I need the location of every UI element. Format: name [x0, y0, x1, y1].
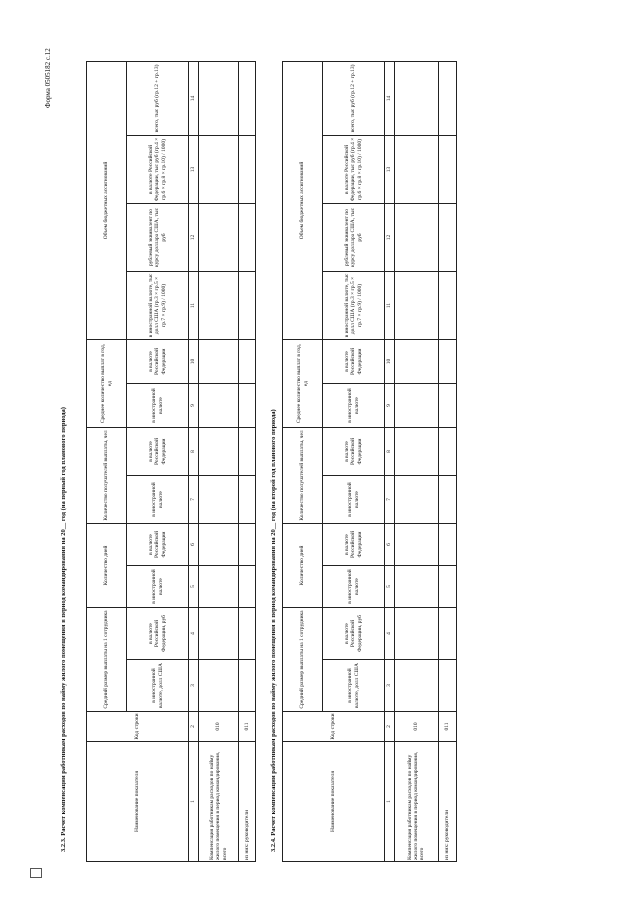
subheader-budget-foreign: в иностранной валюте, тыс долл США (гр.3 × гр.5 × гр.7 × гр.9) / 1000) — [323, 271, 385, 339]
input-cell[interactable] — [395, 608, 439, 660]
subheader-rub: в валюте Российской Федерации — [323, 427, 385, 475]
column-number: 1 — [385, 742, 395, 862]
input-cell[interactable] — [395, 135, 439, 203]
input-cell[interactable] — [395, 271, 439, 339]
table-row — [199, 61, 239, 861]
header-avg-pay: Средний размер выплаты на 1 сотрудника — [87, 608, 127, 712]
input-cell[interactable] — [438, 475, 456, 523]
column-number: 5 — [385, 566, 395, 608]
subheader-budget-foreign: в иностранной валюте, тыс долл США (гр.3 × гр.5 × гр.7 × гр.9) / 1000) — [127, 271, 189, 339]
subheader-foreign: в иностранной валюте — [127, 383, 189, 427]
input-cell[interactable] — [438, 339, 456, 383]
column-number: 5 — [189, 566, 199, 608]
input-cell[interactable] — [438, 61, 456, 135]
input-cell[interactable] — [239, 427, 256, 475]
header-days: Количество дней — [283, 523, 323, 607]
input-cell[interactable] — [239, 523, 256, 565]
subheader-rub: в валюте Российской Федерации — [127, 523, 189, 565]
form-code: Форма 0505182 с.12 — [44, 48, 52, 108]
input-cell[interactable] — [239, 566, 256, 608]
input-cell[interactable] — [199, 660, 239, 712]
subheader-budget-total: всего, тыс руб (гр.12 + гр.13) — [323, 61, 385, 135]
column-number: 7 — [189, 475, 199, 523]
header-budget: Объем бюджетных ассигнований — [87, 61, 127, 339]
input-cell[interactable] — [395, 475, 439, 523]
column-number: 9 — [385, 383, 395, 427]
column-number: 3 — [385, 660, 395, 712]
header-avg-count: Среднее количество выплат в год, ед — [87, 339, 127, 427]
column-number: 13 — [385, 135, 395, 203]
input-cell[interactable] — [395, 383, 439, 427]
column-number: 14 — [385, 61, 395, 135]
input-cell[interactable] — [199, 427, 239, 475]
input-cell[interactable] — [395, 660, 439, 712]
input-cell[interactable] — [199, 523, 239, 565]
header-avg-pay: Средний размер выплаты на 1 сотрудника — [283, 608, 323, 712]
subheader-budget-total: всего, тыс руб (гр.12 + гр.13) — [127, 61, 189, 135]
input-cell[interactable] — [438, 203, 456, 271]
column-number: 4 — [189, 608, 199, 660]
header-code: Код строки — [283, 712, 385, 742]
header-budget: Объем бюджетных ассигнований — [283, 61, 323, 339]
column-number: 11 — [189, 271, 199, 339]
input-cell[interactable] — [395, 427, 439, 475]
column-number: 1 — [189, 742, 199, 862]
subheader-rub: в валюте Российской Федерации, руб — [323, 608, 385, 660]
column-number: 6 — [385, 523, 395, 565]
header-code: Код строки — [87, 712, 189, 742]
input-cell[interactable] — [199, 566, 239, 608]
row-label: из них: руководители — [239, 742, 256, 862]
row-label: Компенсация работникам расходов по найму жилого помещения в период командирования, всего — [199, 742, 239, 862]
row-label: Компенсация работникам расходов по найму жилого помещения в период командирования, всего — [395, 742, 439, 862]
subheader-budget-equiv: рублевый эквивалент по курсу доллара США, тыс руб — [323, 203, 385, 271]
header-days: Количество дней — [87, 523, 127, 607]
input-cell[interactable] — [395, 339, 439, 383]
subheader-budget-equiv: рублевый эквивалент по курсу доллара США, тыс руб — [127, 203, 189, 271]
input-cell[interactable] — [438, 660, 456, 712]
subheader-foreign: в иностранной валюте — [323, 383, 385, 427]
subheader-rub: в валюте Российской Федерации — [323, 523, 385, 565]
input-cell[interactable] — [199, 608, 239, 660]
column-number: 4 — [385, 608, 395, 660]
row-code: 011 — [438, 712, 456, 742]
column-number: 6 — [189, 523, 199, 565]
input-cell[interactable] — [199, 203, 239, 271]
subheader-rub: в валюте Российской Федерации, руб — [127, 608, 189, 660]
header-recipients: Количество получателей выплаты, чел — [87, 427, 127, 523]
row-code: 011 — [239, 712, 256, 742]
column-number: 7 — [385, 475, 395, 523]
input-cell[interactable] — [199, 135, 239, 203]
input-cell[interactable] — [395, 203, 439, 271]
table-row — [438, 61, 456, 861]
column-number: 11 — [385, 271, 395, 339]
column-number: 10 — [385, 339, 395, 383]
column-number: 9 — [189, 383, 199, 427]
subheader-foreign: в иностранной валюте — [323, 566, 385, 608]
subheader-foreign: в иностранной валюте — [323, 475, 385, 523]
input-cell[interactable] — [438, 608, 456, 660]
column-number: 2 — [189, 712, 199, 742]
table-324 — [282, 62, 457, 862]
input-cell[interactable] — [199, 383, 239, 427]
column-number: 12 — [385, 203, 395, 271]
input-cell[interactable] — [239, 660, 256, 712]
input-cell[interactable] — [395, 523, 439, 565]
subheader-foreign: в иностранной валюте — [127, 566, 189, 608]
input-cell[interactable] — [438, 566, 456, 608]
column-number: 14 — [189, 61, 199, 135]
column-number: 13 — [189, 135, 199, 203]
input-cell[interactable] — [395, 61, 439, 135]
subheader-rub: в валюте Российской Федерации — [127, 339, 189, 383]
subheader-foreign-usd: в иностранной валюте, долл США — [323, 660, 385, 712]
column-number: 2 — [385, 712, 395, 742]
input-cell[interactable] — [395, 566, 439, 608]
input-cell[interactable] — [199, 339, 239, 383]
section-title-324: 3.2.4. Расчет компенсации работникам расходов по найму жилого помещения в период командирования на 20__ год (на второй год планового периода) — [270, 409, 277, 852]
table-row — [239, 61, 256, 861]
subheader-foreign-usd: в иностранной валюте, долл США — [127, 660, 189, 712]
header-avg-count: Среднее количество выплат в год, ед — [283, 339, 323, 427]
scan-mark — [30, 868, 42, 878]
header-recipients: Количество получателей выплаты, чел — [283, 427, 323, 523]
column-number: 10 — [189, 339, 199, 383]
input-cell[interactable] — [199, 475, 239, 523]
subheader-foreign: в иностранной валюте — [127, 475, 189, 523]
column-number: 8 — [189, 427, 199, 475]
input-cell[interactable] — [239, 475, 256, 523]
input-cell[interactable] — [438, 135, 456, 203]
section-title-323: 3.2.3. Расчет компенсации работникам расходов по найму жилого помещения в период командирования на 20__ год (на первый год планового периода) — [60, 407, 67, 852]
column-number: 12 — [189, 203, 199, 271]
row-code: 010 — [199, 712, 239, 742]
input-cell[interactable] — [239, 135, 256, 203]
table-323 — [86, 62, 256, 862]
input-cell[interactable] — [239, 61, 256, 135]
header-name: Наименование показателя — [283, 742, 385, 862]
subheader-budget-rub: в валюте Российской Федерации, тыс руб (гр.4 × гр.6 × гр.8 × гр.10) / 1000) — [323, 135, 385, 203]
column-number: 3 — [189, 660, 199, 712]
input-cell[interactable] — [438, 383, 456, 427]
column-number: 8 — [385, 427, 395, 475]
input-cell[interactable] — [239, 383, 256, 427]
row-code: 010 — [395, 712, 439, 742]
subheader-rub: в валюте Российской Федерации — [323, 339, 385, 383]
subheader-rub: в валюте Российской Федерации — [127, 427, 189, 475]
input-cell[interactable] — [199, 271, 239, 339]
input-cell[interactable] — [438, 523, 456, 565]
input-cell[interactable] — [239, 339, 256, 383]
input-cell[interactable] — [239, 608, 256, 660]
input-cell[interactable] — [199, 61, 239, 135]
row-label: из них: руководители — [438, 742, 456, 862]
header-name: Наименование показателя — [87, 742, 189, 862]
input-cell[interactable] — [239, 271, 256, 339]
subheader-budget-rub: в валюте Российской Федерации, тыс руб (гр.4 × гр.6 × гр.8 × гр.10) / 1000) — [127, 135, 189, 203]
input-cell[interactable] — [438, 427, 456, 475]
input-cell[interactable] — [438, 271, 456, 339]
input-cell[interactable] — [239, 203, 256, 271]
table-row — [395, 61, 439, 861]
